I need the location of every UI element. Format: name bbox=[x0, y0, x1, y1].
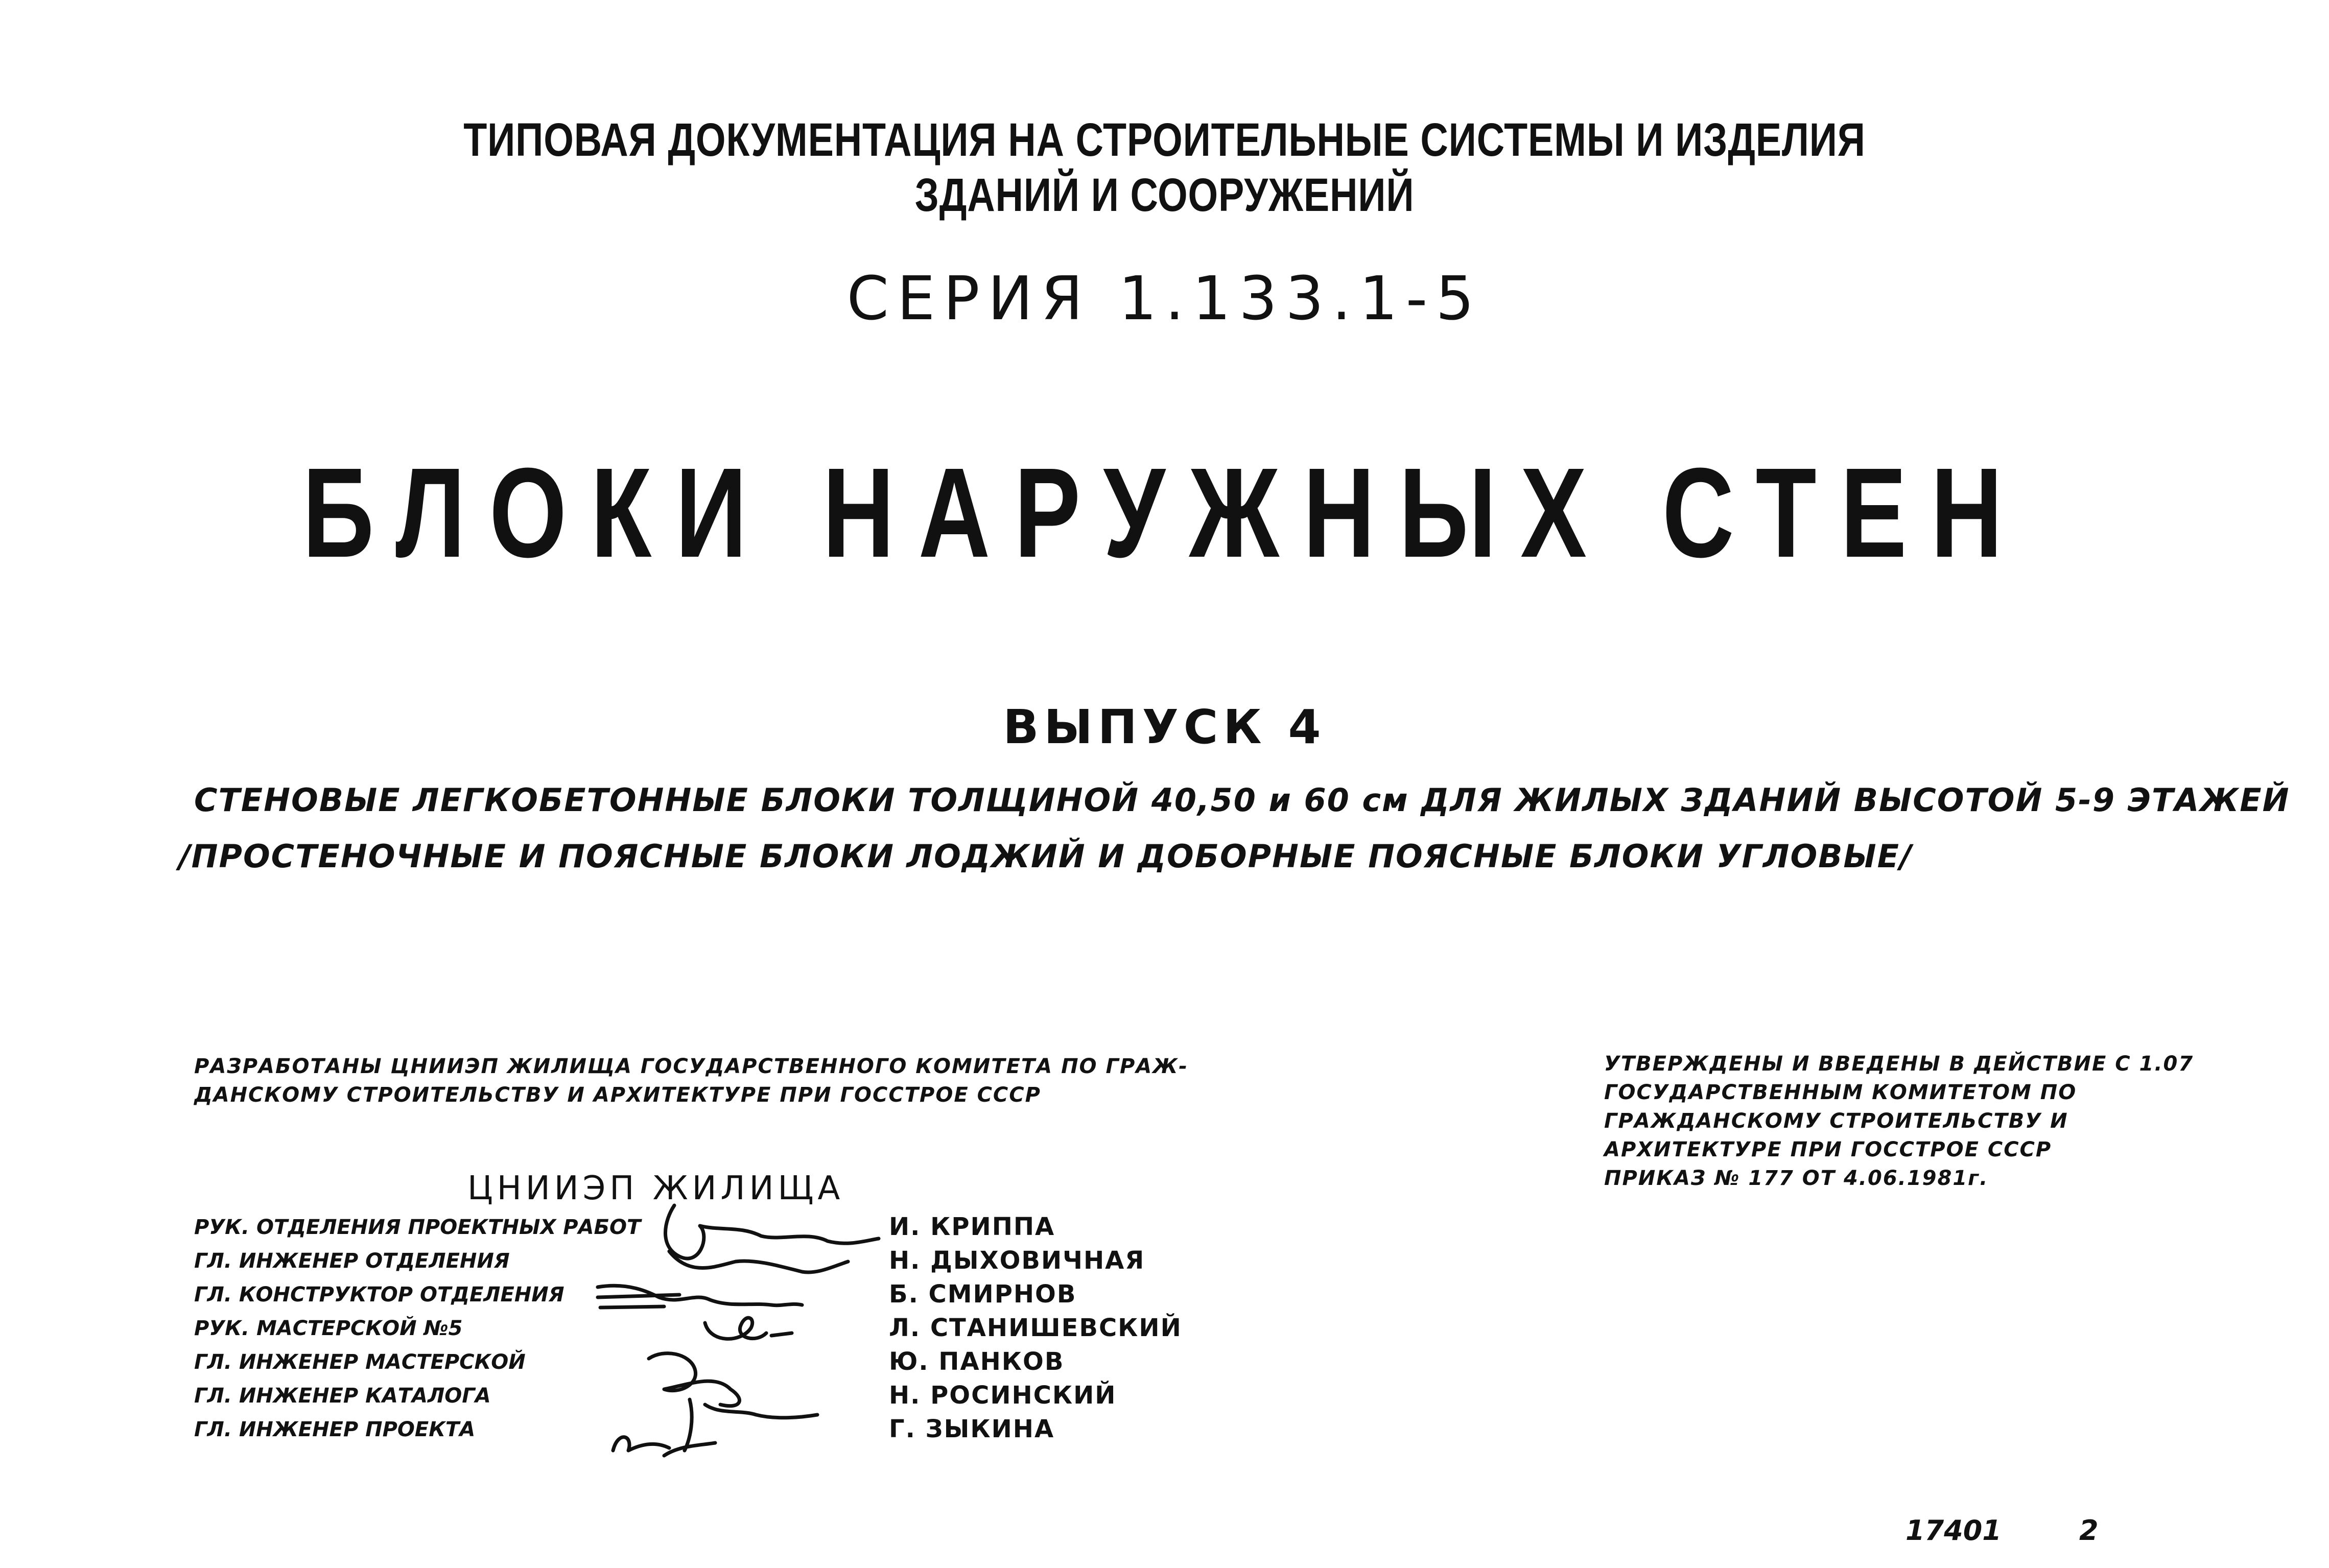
staff-role: ГЛ. ИНЖЕНЕР ОТДЕЛЕНИЯ bbox=[194, 1249, 510, 1273]
series-label: СЕРИЯ 1.133.1-5 bbox=[846, 263, 1483, 334]
approved-by-line-4: АРХИТЕКТУРЕ ПРИ ГОССТРОЕ СССР bbox=[1604, 1138, 2052, 1161]
staff-name: Н. РОСИНСКИЙ bbox=[889, 1381, 1117, 1410]
header-line-1: ТИПОВАЯ ДОКУМЕНТАЦИЯ НА СТРОИТЕЛЬНЫЕ СИСТЕМЫ И ИЗДЕЛИЯ bbox=[463, 114, 1866, 166]
developed-by bbox=[194, 1052, 1188, 1109]
staff-role: ГЛ. КОНСТРУКТОР ОТДЕЛЕНИЯ bbox=[194, 1283, 564, 1306]
staff-name: Ю. ПАНКОВ bbox=[889, 1347, 1065, 1376]
header-line-2: ЗДАНИЙ И СООРУЖЕНИЙ bbox=[914, 169, 1415, 221]
signature-stroke bbox=[705, 1318, 792, 1339]
staff-role: ГЛ. ИНЖЕНЕР КАТАЛОГА bbox=[194, 1384, 491, 1408]
developed-by-line-2: ДАНСКОМУ СТРОИТЕЛЬСТВУ И АРХИТЕКТУРЕ ПРИ ГОССТРОЕ СССР bbox=[194, 1083, 1041, 1107]
staff-name: И. КРИППА bbox=[889, 1213, 1055, 1241]
signature-stroke bbox=[666, 1205, 879, 1258]
subtitle-line-2: /ПРОСТЕНОЧНЫЕ И ПОЯСНЫЕ БЛОКИ ЛОДЖИЙ И ДОБОРНЫЕ ПОЯСНЫЕ БЛОКИ УГЛОВЫЕ/ bbox=[179, 838, 1913, 875]
signatures-graphic bbox=[587, 1190, 904, 1471]
signature-stroke bbox=[613, 1437, 715, 1456]
staff-role: ГЛ. ИНЖЕНЕР ПРОЕКТА bbox=[194, 1418, 476, 1441]
subtitle-line-1: СТЕНОВЫЕ ЛЕГКОБЕТОННЫЕ БЛОКИ ТОЛЩИНОЙ 40,50 и 60 см ДЛЯ ЖИЛЫХ ЗДАНИЙ ВЫСОТОЙ 5-9 ЭТАЖЕЙ bbox=[194, 781, 2290, 819]
staff-role: РУК. ОТДЕЛЕНИЯ ПРОЕКТНЫХ РАБОТ bbox=[194, 1216, 641, 1239]
page-title: БЛОКИ НАРУЖНЫХ СТЕН bbox=[302, 441, 2027, 584]
approved-by bbox=[1604, 1050, 2194, 1193]
page-number: 2 bbox=[2079, 1514, 2099, 1547]
approved-by-line-5: ПРИКАЗ № 177 ОТ 4.06.1981г. bbox=[1604, 1167, 1989, 1190]
developed-by-line-1: РАЗРАБОТАНЫ ЦНИИЭП ЖИЛИЩА ГОСУДАРСТВЕННОГО КОМИТЕТА ПО ГРАЖ- bbox=[194, 1055, 1188, 1078]
document-number: 17401 bbox=[1905, 1514, 2002, 1547]
staff-name: Б. СМИРНОВ bbox=[889, 1280, 1077, 1309]
organization-name: ЦНИИЭП ЖИЛИЩА bbox=[467, 1170, 844, 1207]
staff-role: РУК. МАСТЕРСКОЙ №5 bbox=[194, 1317, 463, 1340]
staff-name: Л. СТАНИШЕВСКИЙ bbox=[889, 1314, 1182, 1342]
staff-role: ГЛ. ИНЖЕНЕР МАСТЕРСКОЙ bbox=[194, 1350, 526, 1374]
signature-stroke bbox=[649, 1353, 739, 1406]
approved-by-line-3: ГРАЖДАНСКОМУ СТРОИТЕЛЬСТВУ И bbox=[1604, 1109, 2068, 1133]
approved-by-line-2: ГОСУДАРСТВЕННЫМ КОМИТЕТОМ ПО bbox=[1604, 1081, 2077, 1104]
staff-name: Н. ДЫХОВИЧНАЯ bbox=[889, 1246, 1145, 1275]
approved-by-line-1: УТВЕРЖДЕНЫ И ВВЕДЕНЫ В ДЕЙСТВИЕ С 1.07 bbox=[1604, 1052, 2194, 1076]
staff-name: Г. ЗЫКИНА bbox=[889, 1415, 1055, 1443]
issue-label: ВЫПУСК 4 bbox=[1003, 700, 1326, 754]
